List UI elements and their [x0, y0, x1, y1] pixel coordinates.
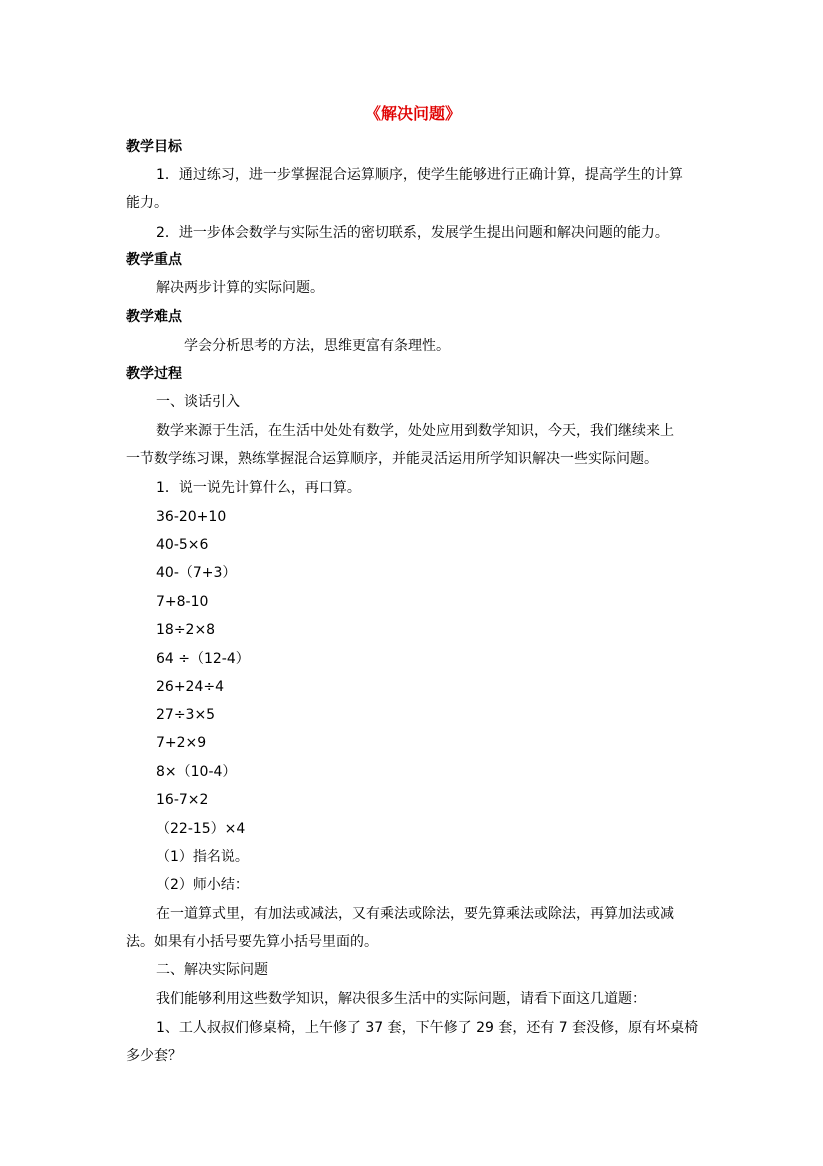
expression: （22-15）×4	[156, 821, 246, 837]
goal-1-line-2: 能力。	[126, 195, 168, 211]
goal-2: 2．进一步体会数学与实际生活的密切联系，发展学生提出问题和解决问题的能力。	[156, 225, 669, 241]
expression: 18÷2×8	[156, 622, 216, 638]
expression: 40-（7+3）	[156, 565, 237, 581]
difficulty-text: 学会分析思考的方法，思维更富有条理性。	[184, 338, 450, 354]
intro-line-1: 数学来源于生活，在生活中处处有数学，处处应用到数学知识，今天，我们继续来上	[156, 423, 674, 439]
summary-line-1: 在一道算式里，有加法或减法，又有乘法或除法，要先算乘法或除法，再算加法或减	[156, 906, 674, 922]
key-heading: 教学重点	[126, 252, 182, 268]
expression: 7+8-10	[156, 594, 209, 610]
expression: 8×（10-4）	[156, 764, 237, 780]
expression: 16-7×2	[156, 792, 209, 808]
step-2: （2）师小结：	[156, 877, 249, 893]
problem-1-line-1: 1、工人叔叔们修桌椅，上午修了 37 套，下午修了 29 套，还有 7 套没修，原有坏桌椅	[156, 1020, 699, 1036]
process-heading: 教学过程	[126, 366, 182, 382]
expression: 40-5×6	[156, 537, 209, 553]
problem-1-line-2: 多少套？	[126, 1048, 182, 1064]
difficulty-heading: 教学难点	[126, 309, 182, 325]
practice-intro: 我们能够利用这些数学知识，解决很多生活中的实际问题，请看下面这几道题：	[156, 991, 646, 1007]
task-1: 1．说一说先计算什么，再口算。	[156, 480, 361, 496]
expression: 64 ÷（12-4）	[156, 651, 250, 667]
intro-line-2: 一节数学练习课，熟练掌握混合运算顺序，并能灵活运用所学知识解决一些实际问题。	[126, 451, 658, 467]
step-1: （1）指名说。	[156, 849, 249, 865]
key-text: 解决两步计算的实际问题。	[156, 280, 324, 296]
section-1-title: 一、谈话引入	[156, 394, 240, 410]
expression: 7+2×9	[156, 735, 207, 751]
goal-heading: 教学目标	[126, 139, 182, 155]
expression: 27÷3×5	[156, 707, 216, 723]
expression: 26+24÷4	[156, 679, 224, 695]
expression: 36-20+10	[156, 509, 227, 525]
summary-line-2: 法。如果有小括号要先算小括号里面的。	[126, 934, 378, 950]
goal-1-line-1: 1．通过练习，进一步掌握混合运算顺序，使学生能够进行正确计算，提高学生的计算	[156, 167, 683, 183]
document-title: 《解决问题》	[364, 104, 461, 123]
section-2-title: 二、解决实际问题	[156, 962, 268, 978]
